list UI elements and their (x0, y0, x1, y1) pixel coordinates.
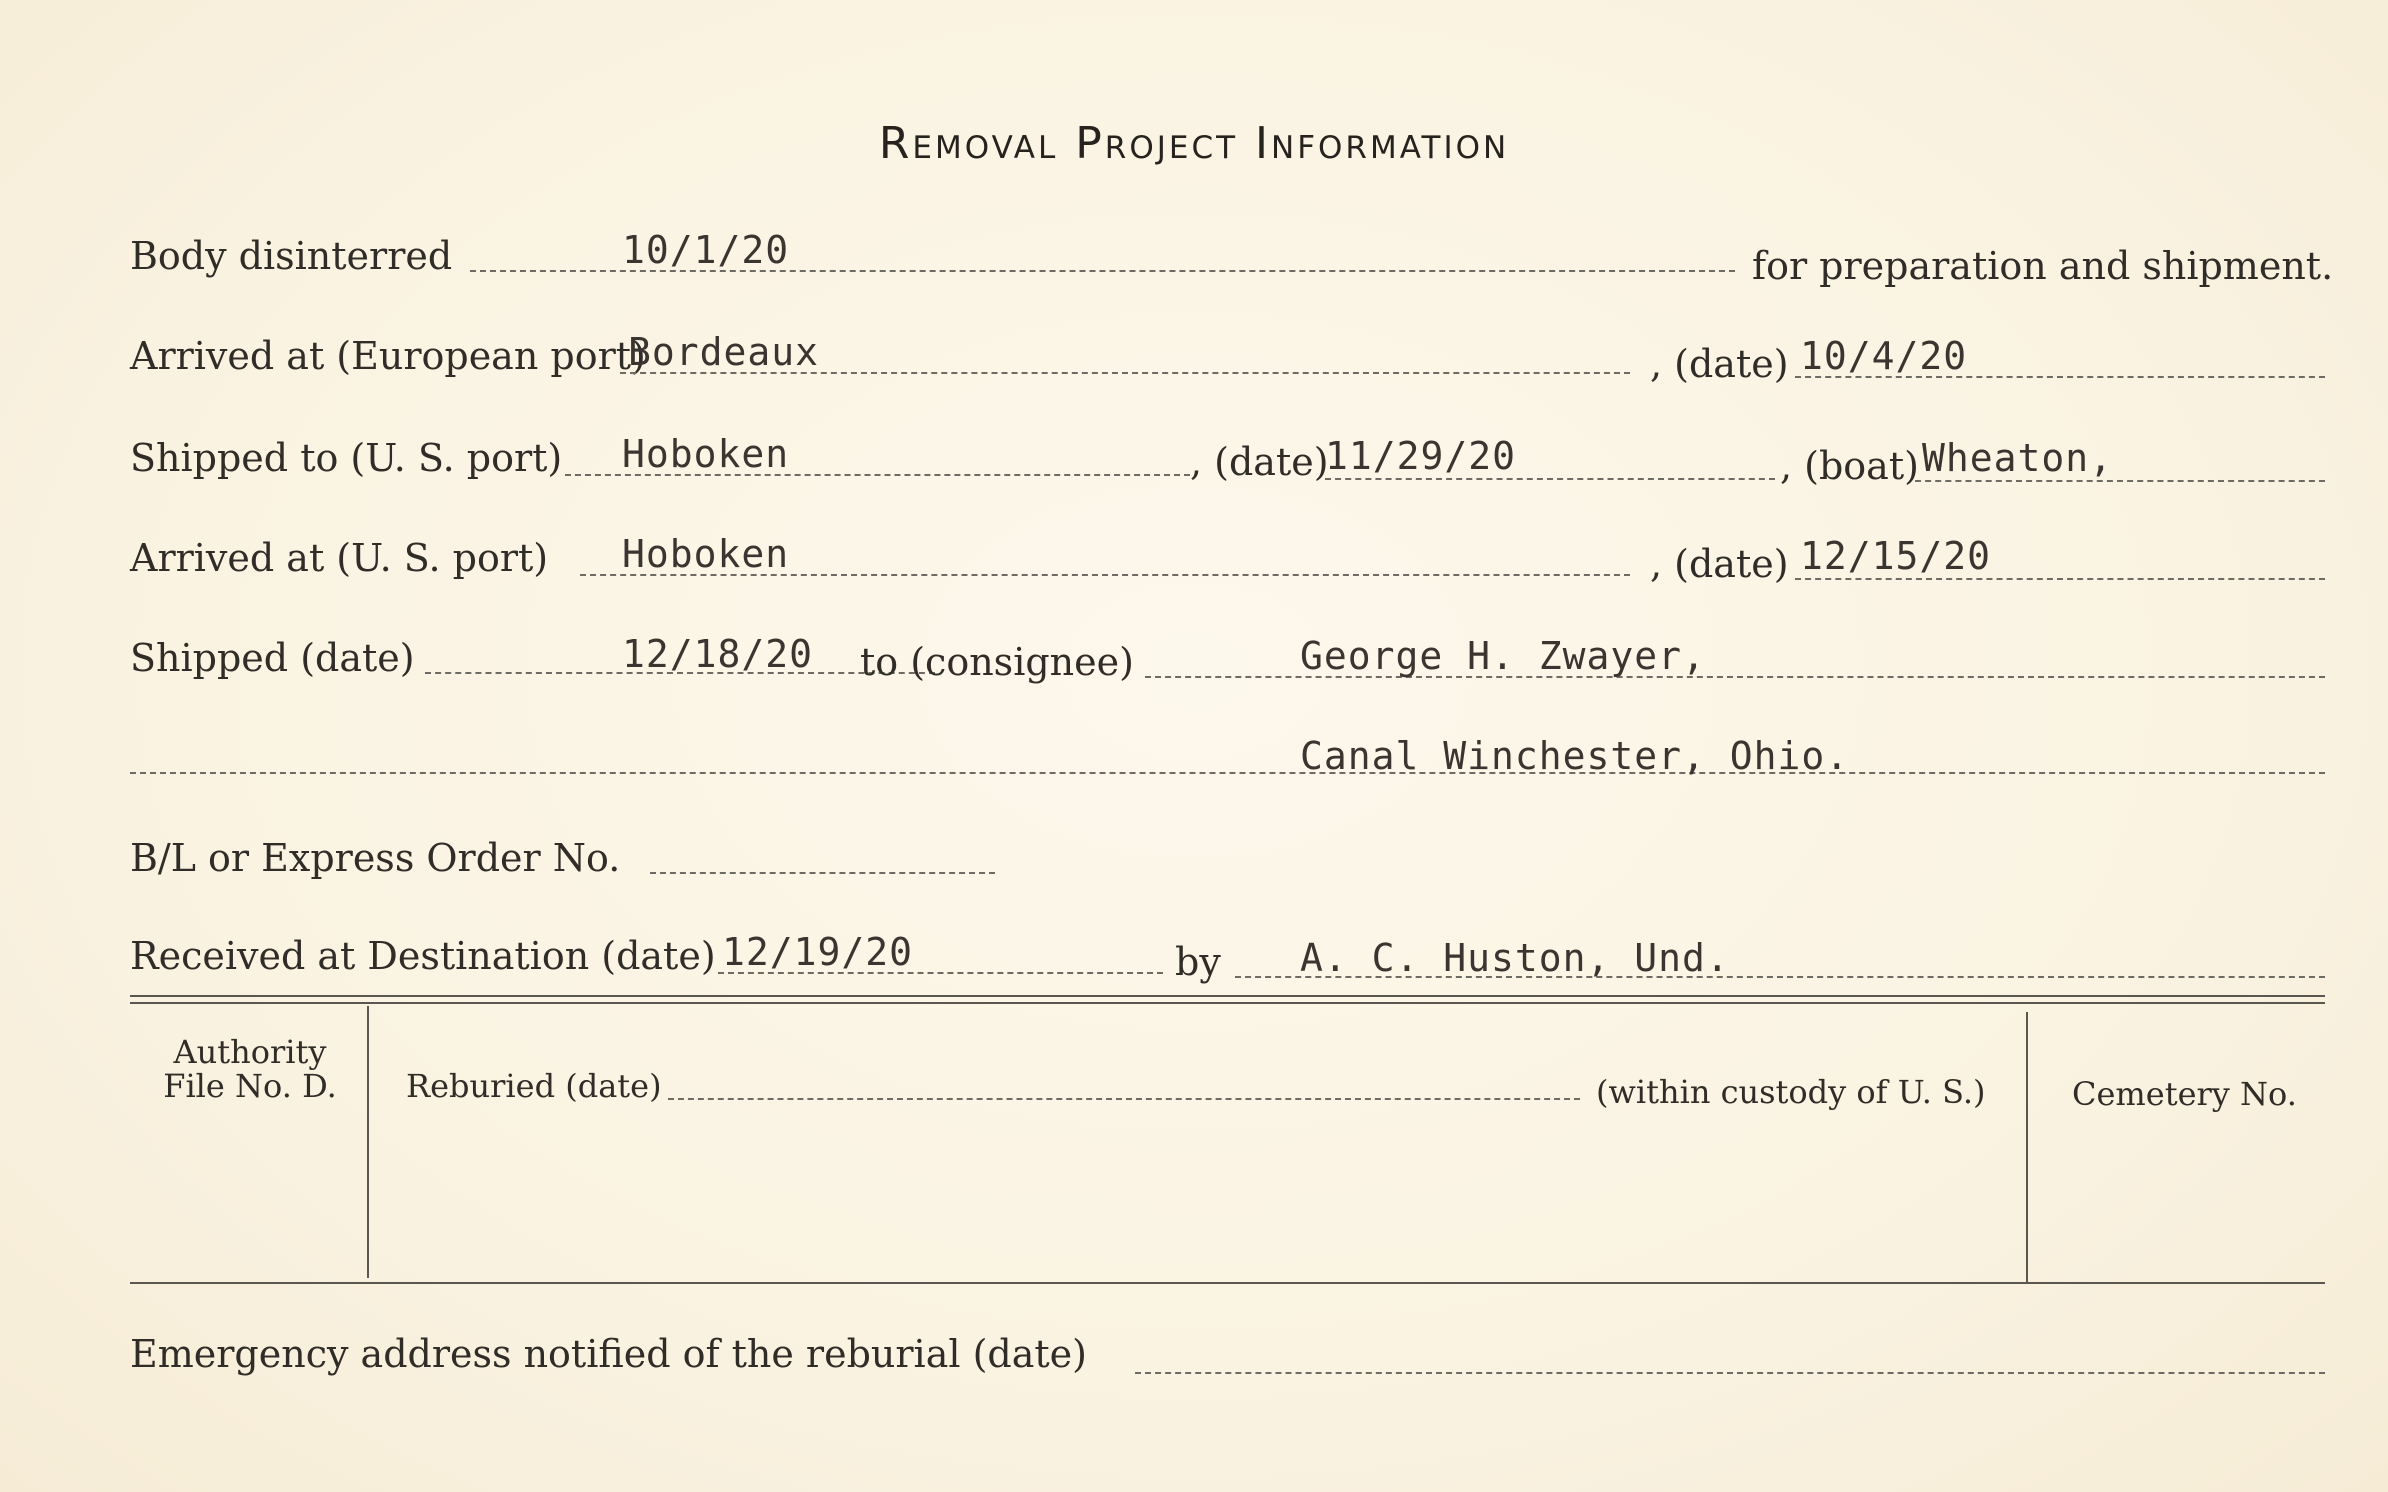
disinterred-suffix: for preparation and shipment. (1752, 244, 2334, 288)
received-label: Received at Destination (date) (130, 934, 716, 978)
card-title: Removal Project Information (878, 118, 1510, 169)
consignee-name: George H. Zwayer, (1300, 634, 1706, 678)
consignee-address: Canal Winchester, Ohio. (1300, 734, 1850, 778)
arrived-european-date: 10/4/20 (1800, 334, 1968, 378)
table-top-rule-2 (130, 1002, 2325, 1004)
emergency-line (1135, 1372, 2325, 1374)
authority-label-2: File No. D. (163, 1067, 337, 1105)
arrived-us-label: Arrived at (U. S. port) (130, 536, 549, 580)
arrived-european-port: Bordeaux (628, 330, 820, 374)
table-top-rule (130, 995, 2325, 997)
arrived-european-label: Arrived at (European port) (130, 334, 646, 378)
shipped-us-date: 11/29/20 (1325, 434, 1517, 478)
consignee-label: to (consignee) (860, 640, 1134, 684)
shipped-us-boat: Wheaton, (1922, 436, 2114, 480)
table-divider-left (367, 1006, 369, 1278)
arrived-us-date-label: , (date) (1650, 542, 1789, 586)
shipped-us-date-line (1325, 478, 1775, 480)
bl-line (650, 872, 995, 874)
received-by-label: by (1175, 940, 1221, 984)
disinterred-date: 10/1/20 (622, 228, 790, 272)
arrived-us-port: Hoboken (622, 532, 790, 576)
table-divider-right (2026, 1012, 2028, 1284)
arrived-us-date-line (1795, 578, 2325, 580)
custody-label: (within custody of U. S.) (1596, 1073, 1986, 1111)
received-date: 12/19/20 (722, 930, 914, 974)
address-line (130, 772, 2325, 774)
shipped-us-boat-line (1915, 480, 2325, 482)
arrived-us-date: 12/15/20 (1800, 534, 1992, 578)
shipped-us-boat-label: , (boat) (1780, 444, 1919, 488)
received-by: A. C. Huston, Und. (1300, 936, 1730, 980)
shipped-us-port: Hoboken (622, 432, 790, 476)
cemetery-label: Cemetery No. (2072, 1075, 2297, 1113)
shipped-date-label: Shipped (date) (130, 636, 415, 680)
arrived-european-date-label: , (date) (1650, 342, 1789, 386)
disinterred-label: Body disinterred (130, 234, 453, 278)
reburied-label: Reburied (date) (406, 1067, 662, 1105)
table-bottom-rule (130, 1282, 2325, 1284)
shipped-us-label: Shipped to (U. S. port) (130, 436, 563, 480)
authority-label-1: Authority (173, 1033, 327, 1071)
shipped-date: 12/18/20 (622, 632, 814, 676)
shipped-us-date-label: , (date) (1190, 440, 1329, 484)
reburied-line (668, 1098, 1580, 1100)
emergency-label: Emergency address notified of the reburial (date) (130, 1332, 1087, 1376)
bl-label: B/L or Express Order No. (130, 836, 621, 880)
